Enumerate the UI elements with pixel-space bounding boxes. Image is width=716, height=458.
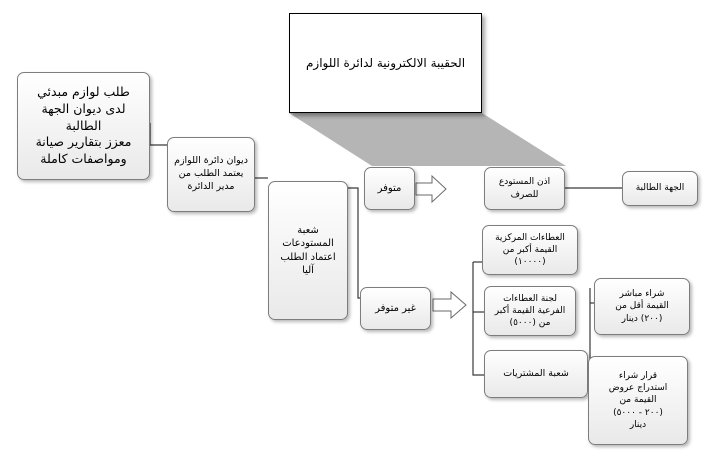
sub-tenders-box [484, 286, 576, 336]
rfq-purchase-box [588, 356, 688, 445]
electronic-portfolio-title [289, 13, 482, 113]
warehouses-section-text: شعبة المستودعات اعتماد الطلب آليا [280, 224, 336, 276]
warehouse-issue-permit-text: اذن المستودع للصرف [498, 177, 551, 200]
requesting-party-text: الجهة الطالبة [635, 183, 685, 194]
not-available-box [360, 287, 431, 330]
direct-purchase-box [594, 278, 690, 335]
banner-callout [289, 113, 566, 166]
connector-warehouses-branches [348, 188, 362, 298]
warehouse-issue-permit-box [484, 167, 565, 210]
arrow-notavail-to-tree [433, 292, 466, 318]
available-text: متوفر [377, 182, 402, 194]
not-available-text: غير متوفر [375, 302, 416, 314]
requesting-party-box [622, 171, 698, 206]
central-tenders-box [482, 225, 578, 275]
central-tenders-text: العطاءات المركزية القيمة أكبر من (١٠٠٠٠) [495, 232, 565, 268]
sub-tenders-text: لجنة العطاءات الفرعية القيمة أكبر من (٥٠٠٠) [494, 293, 566, 329]
warehouses-section-box [268, 181, 348, 320]
purchases-section-box [484, 350, 588, 398]
supplies-diwan-box [167, 137, 255, 212]
banner-text: الحقيبة الالكترونية لدائرة اللوازم [305, 56, 466, 70]
rfq-purchase-text: قرار شراء استدراج عروض القيمة من (٢٠٠ - ٥٠٠٠) دينار [608, 371, 668, 430]
initial-request-box [17, 72, 150, 180]
connector-notavail-tree [473, 262, 484, 375]
purchases-section-text: شعبة المشتريات [503, 367, 569, 379]
arrow-available-to-issue [416, 176, 446, 202]
initial-request-text: طلب لوازم مبدئي لدى ديوان الجهة الطالبة معزز بتقارير صيانة ومواصفات كاملة [35, 83, 132, 167]
direct-purchase-text: شراء مباشر القيمة أقل من (٢٠٠) دينار [615, 289, 669, 324]
available-box [364, 167, 415, 210]
supplies-diwan-text: ديوان دائرة اللوازم يعتمد الطلب من مدير الدائرة [174, 155, 248, 192]
